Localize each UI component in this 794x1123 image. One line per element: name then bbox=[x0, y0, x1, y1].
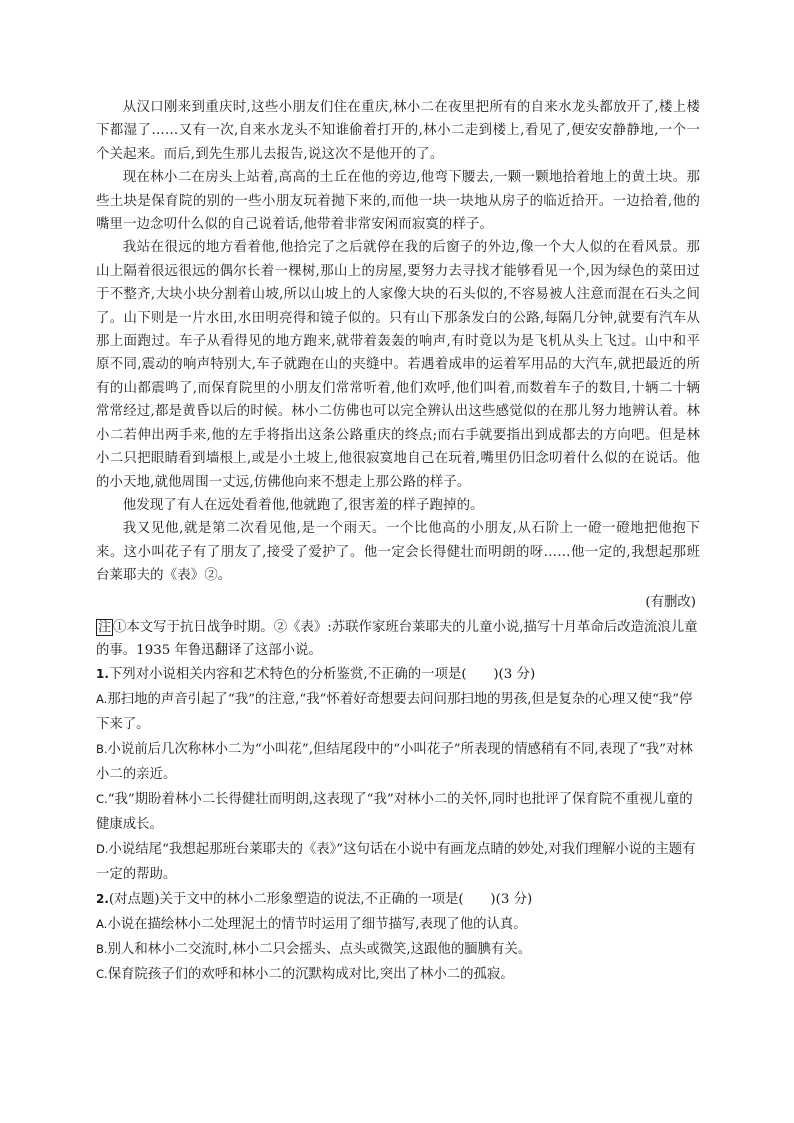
question-stem bbox=[96, 662, 700, 687]
article-paragraph-2: 现在林小二在房头上站着,高高的土丘在他的旁边,他弯下腰去,一颗一颗地拾着地上的黄土块。那些土块是保育院的别的一些小朋友玩着抛下来的,而他一块一块地从房子的临近拾开。一边拾着,他的嘴里一边念叨什么似的自己说着话,他带着非常安闲而寂寞的样子。 bbox=[96, 170, 700, 233]
article-paragraph-1: 从汉口刚来到重庆时,这些小朋友们住在重庆,林小二在夜里把所有的自来水龙头都放开了,楼上楼下都湿了……又有一次,自来水龙头不知谁偷着打开的,林小二走到楼上,看见了,便安安静静地,一个一个关起来。而后,到先生那儿去报告,说这次不是他开的了。 bbox=[96, 100, 700, 162]
option-text: 别人和林小二交流时,林小二只会摇头、点头或微笑,这跟他的腼腆有关。 bbox=[107, 941, 532, 957]
question-number: 1. bbox=[96, 666, 109, 681]
option-letter: B. bbox=[96, 741, 108, 756]
option-letter: D. bbox=[96, 841, 109, 856]
article-paragraph-4: 他发现了有人在远处看着他,他就跑了,很害羞的样子跑掉的。 bbox=[122, 497, 484, 513]
footnote-mark: 注 bbox=[98, 619, 112, 635]
question-2 bbox=[96, 887, 700, 987]
option-c bbox=[96, 787, 700, 837]
option-letter: A. bbox=[96, 916, 108, 931]
article-paragraph-5: 我又见他,就是第二次看见他,是一个雨天。一个比他高的小朋友,从石阶上一磴一磴地把他抱下来。这小叫花子有了朋友了,接受了爱护了。他一定会长得健壮而明朗的呀……他一定的,我想起那班台莱耶夫的《表》②。 bbox=[96, 521, 700, 584]
footnote bbox=[96, 616, 700, 662]
option-text: 小说在描绘林小二处理泥土的情节时运用了细节描写,表现了他的认真。 bbox=[107, 916, 527, 932]
question-text: (对点题)关于文中的林小二形象塑造的说法,不正确的一项是( )(3 分) bbox=[108, 891, 533, 907]
option-b bbox=[96, 737, 700, 787]
question-number: 2. bbox=[96, 891, 109, 906]
option-c bbox=[96, 962, 700, 987]
option-d bbox=[96, 837, 700, 887]
option-a bbox=[96, 912, 700, 937]
option-text: 小说前后几次称林小二为“小叫花”,但结尾段中的“小叫花子”所表现的情感稍有不同,表现了“我”对林小二的亲近。 bbox=[96, 741, 693, 782]
option-text: “我”期盼着林小二长得健壮而明朗,这表现了“我”对林小二的关怀,同时也批评了保育院不重视儿童的健康成长。 bbox=[96, 791, 693, 832]
option-text: 那扫地的声音引起了“我”的注意,“我”怀着好奇想要去问问那扫地的男孩,但是复杂的心理又使“我”停下来了。 bbox=[96, 691, 693, 732]
article-body bbox=[96, 96, 700, 588]
document-page bbox=[96, 96, 700, 987]
option-letter: A. bbox=[96, 691, 108, 706]
footnote-text: ①本文写于抗日战争时期。②《表》:苏联作家班台莱耶夫的儿童小说,描写十月革命后改造流浪儿童的事。1935 年鲁迅翻译了这部小说。 bbox=[96, 619, 698, 658]
article-paragraph-3: 我站在很远的地方看着他,他拾完了之后就停在我的后窗子的外边,像一个大人似的在看风景。那山上隔着很远很远的偶尔长着一棵树,那山上的房屋,要努力去寻找才能够看见一个,因为绿色的菜田过于不整齐,大块小块分割着山坡,所以山坡上的人家像大块的石头似的,不容易被人注意而混在石头之间了。山下则是一片水田,水田明亮得和镜子似的。只有山下那条发白的公路,每隔几分钟,就要有汽车从那上面跑过。车子从看得见的地方跑来,就带着轰轰的响声,有时竟以为是飞机从头上飞过。山中和平原不同,震动的响声特别大,车子就跑在山的夹缝中。若遇着成串的运着军用品的大汽车,就把最近的所有的山都震鸣了,而保育院里的小朋友们常常听着,他们欢呼,他们叫着,而数着车子的数目,十辆二十辆常常经过,都是黄昏以后的时候。林小二仿佛也可以完全辨认出这些感觉似的在那儿努力地辨认着。林小二若伸出两手来,他的左手将指出这条公路重庆的终点;而右手就要指出到成都去的方向吧。但是林小二只把眼睛看到墙根上,或是小土坡上,他很寂寞地自己在玩着,嘴里仍旧念叨着什么似的在说话。他的小天地,就他周围一丈远,仿佛他向来不想走上那公路的样子。 bbox=[96, 240, 700, 490]
question-1 bbox=[96, 662, 700, 887]
option-text: 保育院孩子们的欢呼和林小二的沉默构成对比,突出了林小二的孤寂。 bbox=[107, 966, 514, 982]
option-letter: C. bbox=[96, 966, 108, 981]
option-a bbox=[96, 687, 700, 737]
option-b bbox=[96, 937, 700, 962]
option-text: 小说结尾“我想起那班台莱耶夫的《表》”这句话在小说中有画龙点睛的妙处,对我们理解小说的主题有一定的帮助。 bbox=[96, 841, 696, 882]
question-text: 下列对小说相关内容和艺术特色的分析鉴赏,不正确的一项是( )(3 分) bbox=[108, 666, 536, 682]
option-letter: B. bbox=[96, 941, 108, 956]
option-letter: C. bbox=[96, 791, 108, 806]
question-stem bbox=[96, 887, 700, 912]
source-note: (有删改) bbox=[645, 594, 696, 610]
